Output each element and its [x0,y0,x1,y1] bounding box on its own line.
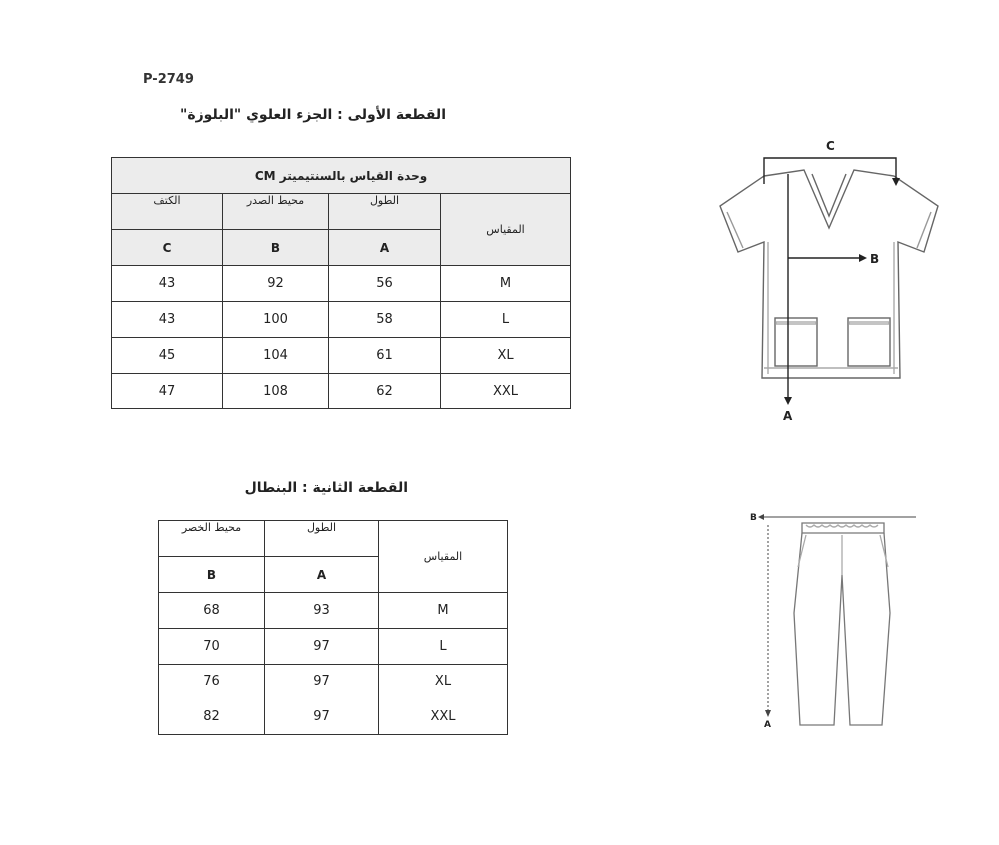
cell-shoulder: 47 [112,374,223,409]
cell-chest: 104 [223,338,329,374]
scrub-top-diagram [712,130,952,425]
cell-length: 56 [329,266,441,302]
cell-size: M [379,593,508,629]
table-row [159,699,508,735]
cell-waist: 76 [159,665,265,699]
cell-chest: 108 [223,374,329,409]
cell-waist: 68 [159,593,265,629]
cell-shoulder: 45 [112,338,223,374]
cell-length: 97 [265,699,379,735]
top-size-table [111,157,571,409]
pants-size-table [158,520,508,735]
cell-size: XL [441,338,571,374]
table-row [112,338,571,374]
cell-waist: 70 [159,629,265,665]
cell-shoulder: 43 [112,302,223,338]
col-letter-b: B [223,230,329,266]
dimension-label-a: A [783,409,793,423]
table-row [159,593,508,629]
pants-label-b: B [750,513,757,523]
cell-length: 93 [265,593,379,629]
col-header-length: الطول [329,194,441,230]
product-code: P-2749 [143,72,194,87]
col-header-length: الطول [265,521,379,557]
cell-size: L [441,302,571,338]
pants-label-a: A [764,720,771,730]
cell-size: M [441,266,571,302]
unit-title: وحدة القياس بالسنتيميتر CM [112,158,571,194]
dimension-label-c: C [826,139,835,153]
cell-size: L [379,629,508,665]
table-row [159,665,508,699]
table-row [159,629,508,665]
col-header-waist: محيط الخصر [159,521,265,557]
cell-size: XXL [379,699,508,735]
cell-waist: 82 [159,699,265,735]
table-row [112,266,571,302]
col-letter-c: C [112,230,223,266]
col-letter-a: A [265,557,379,593]
cell-shoulder: 43 [112,266,223,302]
col-letter-b: B [159,557,265,593]
pants-diagram [748,505,923,735]
cell-length: 97 [265,629,379,665]
cell-size: XL [379,665,508,699]
col-header-chest: محيط الصدر [223,194,329,230]
top-section-heading: القطعة الأولى : الجزء العلوي "البلوزة" [180,107,446,123]
bottom-section-heading: القطعة الثانية : البنطال [244,480,408,496]
cell-length: 97 [265,665,379,699]
col-letter-a: A [329,230,441,266]
dimension-label-b: B [870,252,880,266]
cell-length: 58 [329,302,441,338]
col-header-size: المقياس [441,194,571,266]
cell-length: 62 [329,374,441,409]
table-row [112,302,571,338]
col-header-shoulder: الكتف [112,194,223,230]
cell-chest: 100 [223,302,329,338]
table-row [112,374,571,409]
cell-length: 61 [329,338,441,374]
cell-size: XXL [441,374,571,409]
col-header-size: المقياس [379,521,508,593]
cell-chest: 92 [223,266,329,302]
